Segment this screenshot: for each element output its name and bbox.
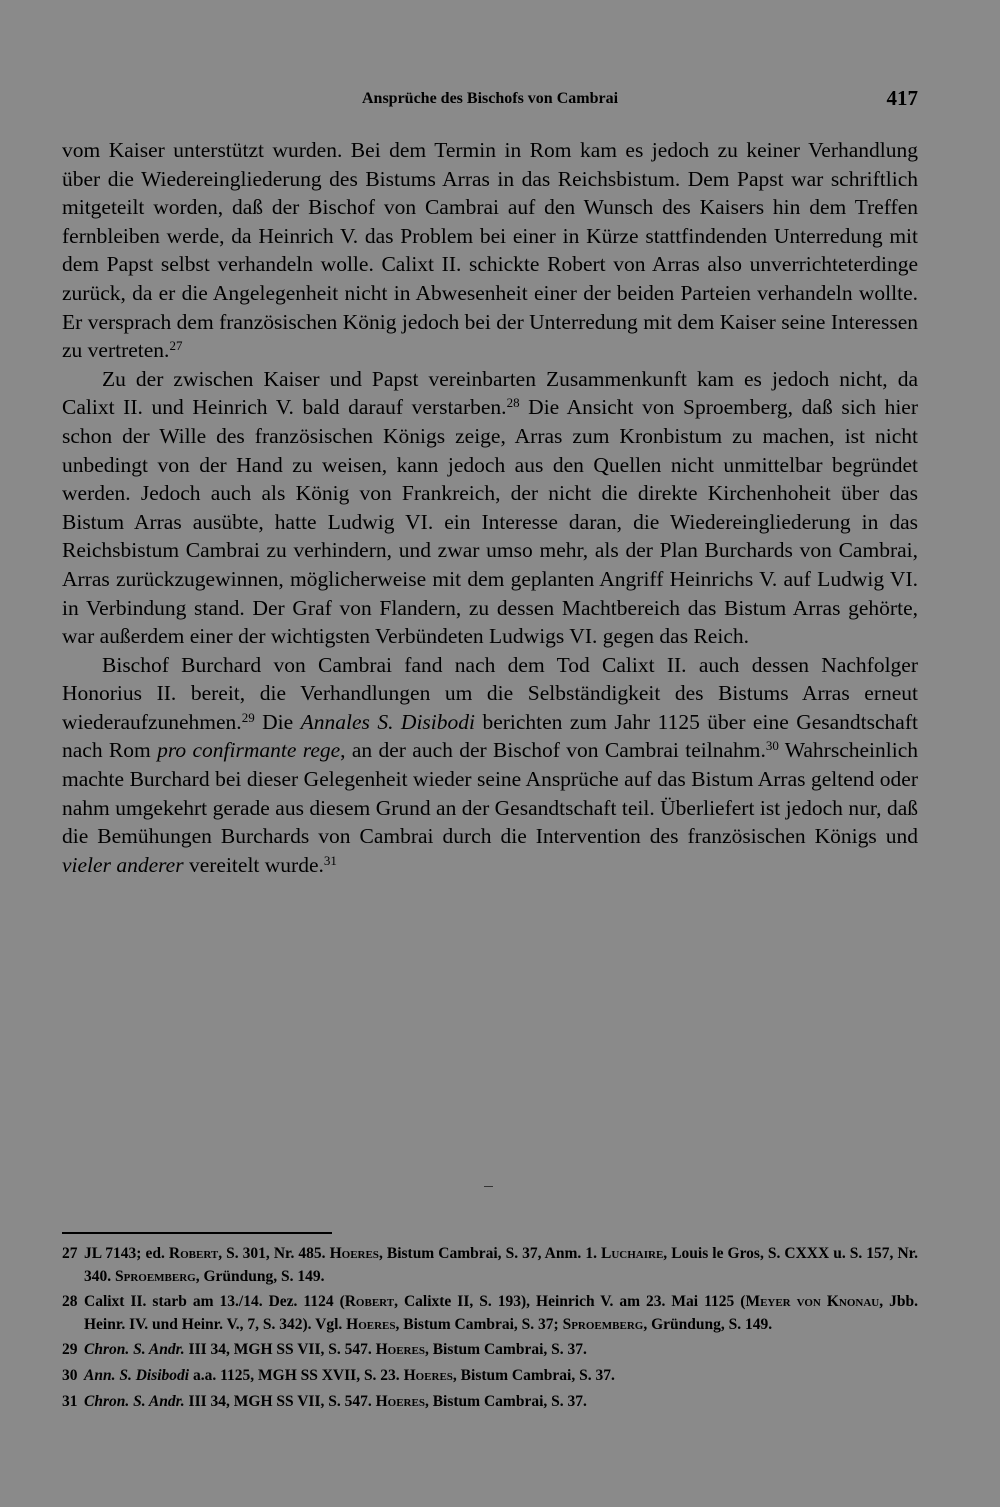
source-title: Chron. S. Andr. (84, 1392, 185, 1410)
author-name: Sproemberg (562, 1315, 644, 1333)
source-title: Chron. S. Andr. (84, 1341, 185, 1359)
footnotes (62, 1243, 918, 1416)
footnote-ref-31: 31 (323, 852, 337, 868)
footnote-text: Calixt II. starb am 13./14. Dez. 1124 ( (84, 1293, 345, 1311)
text-run: Die Ansicht von Sproemberg, daß sich hier schon der Wille des französischen Königs zeige, Arras zum Kronbistum zu machen, ist nicht unbedingt von der Hand zu weisen, kann jedoch aus den Quellen nicht unmittelbar begründet werden. Jedoch auch als König von Frankreich, der nicht die direkte Kirchenhoheit über das Bistum Arras ausübte, hatte Ludwig VI. ein Interesse daran, die Wiedereingliederung in das Reichsbistum Cambrai zu verhindern, und zwar umso mehr, als der Plan Burchards von Cambrai, Arras zurückzugewinnen, möglicherweise mit dem geplanten Angriff Heinrichs V. auf Ludwig VI. in Verbindung stand. Der Graf von Flandern, zu dessen Machtbereich das Bistum Arras gehörte, war außerdem einer der wichtigsten Verbündeten Ludwigs VI. gegen das Reich. (62, 395, 918, 649)
footnote-number: 29 (62, 1341, 78, 1359)
italic-title-annales: Annales S. Disibodi (300, 709, 475, 734)
italic-phrase-quote: vieler anderer (62, 852, 184, 877)
footnote-27 (62, 1243, 918, 1288)
footnote-text: , Bistum Cambrai, S. 37; (395, 1315, 563, 1333)
page-header (62, 86, 918, 118)
source-title: Ann. S. Disibodi (84, 1366, 190, 1384)
footnote-text: III 34, MGH SS VII, S. 547. (184, 1341, 376, 1359)
footnote-number: 30 (62, 1366, 78, 1384)
paragraph-2 (62, 365, 918, 651)
footnote-number: 28 (62, 1293, 78, 1311)
text-run: berichten zum Jahr 1125 über eine Gesandtschaft nach Rom (62, 709, 918, 763)
author-name: Luchaire (601, 1245, 664, 1262)
author-name: Hoeres (375, 1341, 425, 1359)
author-name: Hoeres (329, 1245, 379, 1262)
footnote-rule (62, 1232, 332, 1234)
footnote-text: , Bistum Cambrai, S. 37, Anm. 1. (378, 1245, 601, 1262)
footnote-number: 27 (62, 1245, 78, 1262)
page-number: 417 (886, 86, 918, 110)
footnote-text: , Gründung, S. 149. (643, 1315, 773, 1333)
footnote-ref-28: 28 (506, 395, 520, 411)
footnote-text: , Bistum Cambrai, S. 37. (424, 1392, 587, 1410)
text-run: , an der auch der Bischof von Cambrai teilnahm. (340, 738, 766, 763)
author-name: Sproemberg (115, 1267, 196, 1285)
italic-phrase-latin: pro confirmante rege (157, 738, 341, 763)
footnote-text: III 34, MGH SS VII, S. 547. (184, 1392, 376, 1410)
text-run: vereitelt wurde. (183, 852, 324, 877)
footnote-text: JL 7143; ed. (84, 1245, 169, 1262)
paragraph-1 (62, 136, 918, 365)
author-name: Robert (344, 1293, 395, 1311)
running-title: Ansprüche des Bischofs von Cambrai (361, 90, 619, 107)
footnote-30 (62, 1365, 918, 1388)
footnote-ref-29: 29 (241, 709, 255, 725)
footnote-text: , Bistum Cambrai, S. 37. (424, 1341, 587, 1359)
author-name: Robert (168, 1245, 219, 1262)
footnote-ref-30: 30 (765, 738, 779, 754)
author-name: Meyer von Knonau (745, 1293, 880, 1311)
footnote-ref-27: 27 (169, 338, 183, 354)
footnote-text: , Louis le Gros, S. CXXX u. S. 157, Nr. 340. (84, 1245, 918, 1285)
footnote-31 (62, 1391, 918, 1414)
footnote-text: , S. 301, Nr. 485. (218, 1245, 330, 1262)
text-run: Bischof Burchard von Cambrai fand nach dem Tod Calixt II. auch dessen Nachfolger Honorius II. bereit, die Verhandlungen um die Selbständigkeit des Bistums Arras erneut wiederaufzunehmen. (62, 652, 918, 734)
footnote-text: , Gründung, S. 149. (195, 1267, 325, 1285)
text-run: vom Kaiser unterstützt wurden. Bei dem Termin in Rom kam es jedoch zu keiner Verhandlung über die Wiedereingliederung des Bistums Arras in das Reichsbistum. Dem Papst war schriftlich mitgeteilt worden, daß der Bischof von Cambrai auf den Wunsch des Kaisers hin dem Treffen fernbleiben werde, da Heinrich V. das Problem bei einer in Kürze stattfindenden Unterredung mit dem Papst selbst verhandeln wolle. Calixt II. schickte Robert von Arras also unverrichteterdinge zurück, da er die Angelegenheit nicht in Abwesenheit einer der beiden Parteien verhandeln wollte. Er versprach dem französischen König jedoch bei der Unterredung mit dem Kaiser seine Interessen zu vertreten. (62, 138, 918, 363)
stray-mark (484, 1186, 493, 1187)
author-name: Hoeres (346, 1315, 396, 1333)
text-run: Zu der zwischen Kaiser und Papst vereinbarten Zusammenkunft kam es jedoch nicht, da Calixt II. und Heinrich V. bald darauf verstarben. (62, 366, 918, 420)
footnote-text: , Calixte II, S. 193), Heinrich V. am 23. Mai 1125 ( (394, 1293, 746, 1311)
footnote-29 (62, 1339, 918, 1362)
author-name: Hoeres (375, 1392, 425, 1410)
text-run: Die (254, 709, 301, 734)
author-name: Hoeres (403, 1366, 453, 1384)
text-run: Wahrscheinlich machte Burchard bei dieser Gelegenheit wieder seine Ansprüche auf das Bistum Arras geltend oder nahm umgekehrt gerade aus diesem Grund an der Gesandtschaft teil. Überliefert ist jedoch nur, daß die Bemühungen Burchards von Cambrai durch die Intervention des französischen Königs und (62, 738, 918, 849)
footnote-number: 31 (62, 1392, 78, 1410)
footnote-28 (62, 1291, 918, 1336)
footnote-text: , Jbb. Heinr. IV. und Heinr. V., 7, S. 342). Vgl. (84, 1293, 918, 1333)
paragraph-3 (62, 651, 918, 880)
footnote-text: a.a. 1125, MGH SS XVII, S. 23. (189, 1366, 404, 1384)
main-text (62, 136, 918, 879)
footnote-text: , Bistum Cambrai, S. 37. (452, 1366, 615, 1384)
